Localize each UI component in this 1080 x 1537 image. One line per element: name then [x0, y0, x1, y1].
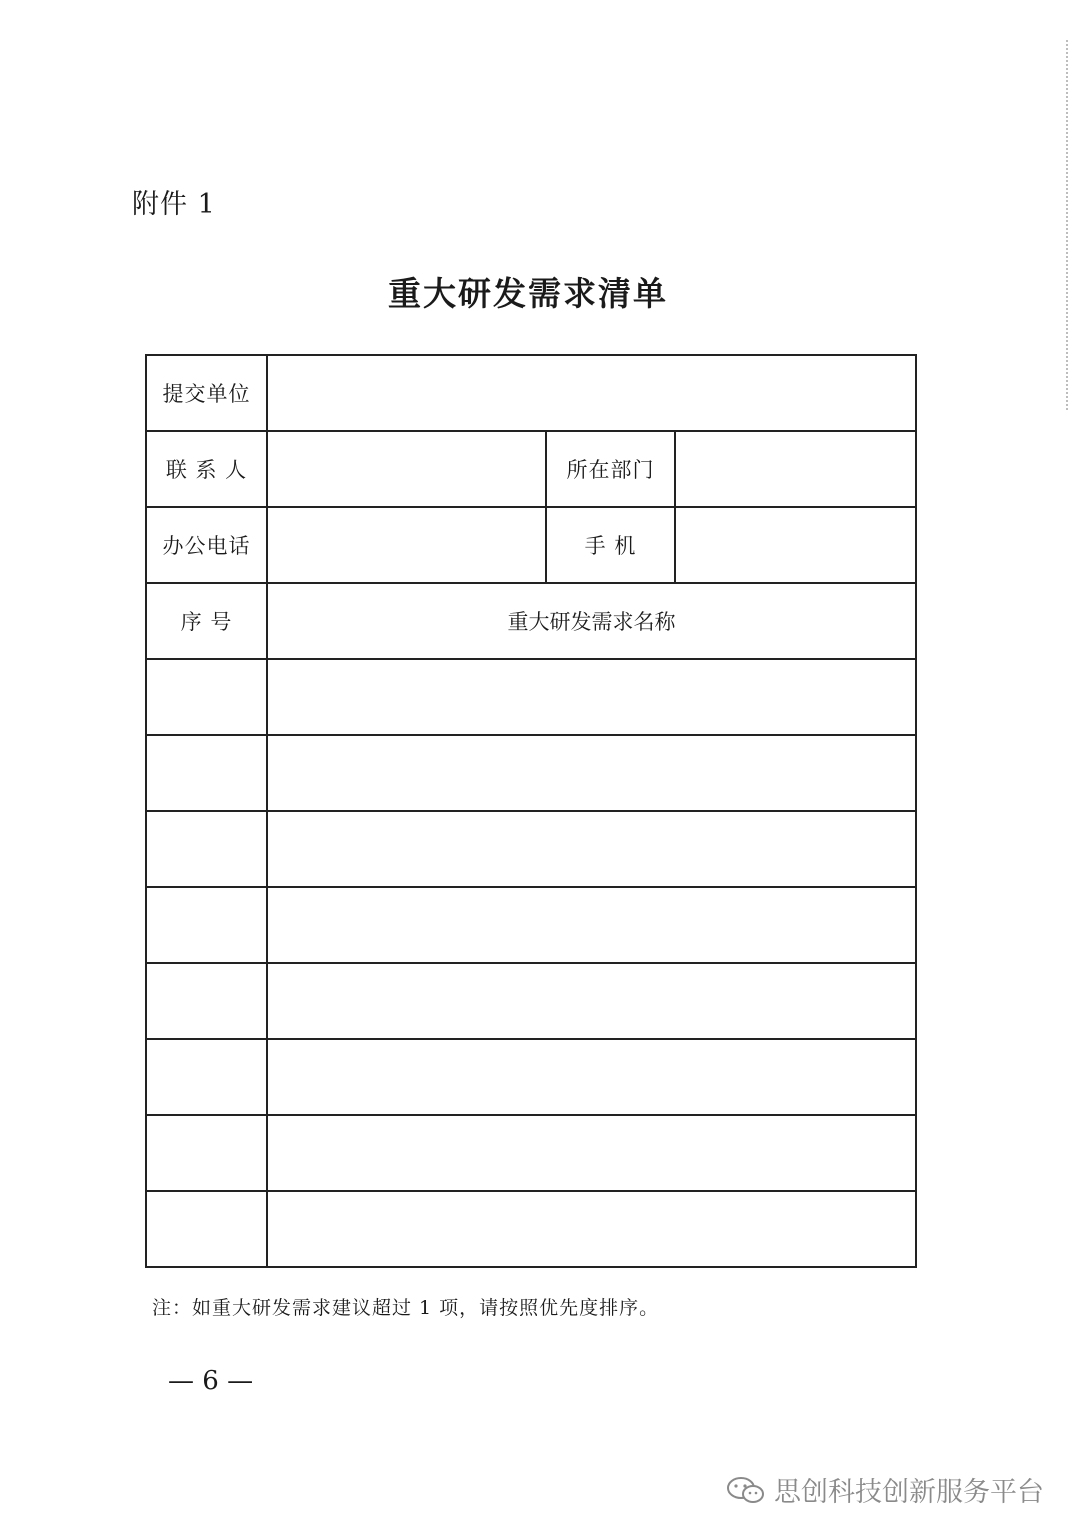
footnote: 注：如重大研发需求建议超过 1 项，请按照优先度排序。: [152, 1297, 660, 1319]
department-label: 所在部门: [546, 431, 675, 507]
page-number: — 6 —: [168, 1366, 254, 1396]
requirement-name-header: 重大研发需求名称: [267, 583, 916, 659]
requirement-name-cell[interactable]: [267, 963, 916, 1039]
document-title: 重大研发需求清单: [388, 274, 668, 313]
attachment-label: 附件 1: [132, 189, 216, 220]
requirement-name-cell[interactable]: [267, 1191, 916, 1267]
submit-unit-label: 提交单位: [146, 355, 267, 431]
seq-cell[interactable]: [146, 887, 267, 963]
table-row: [146, 887, 916, 963]
requirement-name-cell[interactable]: [267, 811, 916, 887]
seq-cell[interactable]: [146, 659, 267, 735]
seq-cell[interactable]: [146, 811, 267, 887]
table-row: [146, 963, 916, 1039]
watermark: [726, 1470, 1044, 1509]
mobile-field[interactable]: [675, 507, 916, 583]
contact-field[interactable]: [267, 431, 546, 507]
office-phone-field[interactable]: [267, 507, 546, 583]
seq-cell[interactable]: [146, 1039, 267, 1115]
seq-cell[interactable]: [146, 1191, 267, 1267]
requirement-name-cell[interactable]: [267, 659, 916, 735]
table-row: [146, 1191, 916, 1267]
seq-cell[interactable]: [146, 963, 267, 1039]
seq-cell[interactable]: [146, 735, 267, 811]
seq-cell[interactable]: [146, 1115, 267, 1191]
mobile-label: 手 机: [546, 507, 675, 583]
phone-row: [146, 507, 916, 583]
office-phone-label: 办公电话: [146, 507, 267, 583]
table-row: [146, 735, 916, 811]
scan-edge-marks: [1062, 40, 1068, 410]
seq-header: 序 号: [146, 583, 267, 659]
requirement-name-cell[interactable]: [267, 1039, 916, 1115]
contact-row: [146, 431, 916, 507]
requirement-name-cell[interactable]: [267, 1115, 916, 1191]
table-row: [146, 659, 916, 735]
contact-label: 联 系 人: [146, 431, 267, 507]
table-row: [146, 811, 916, 887]
list-header-row: [146, 583, 916, 659]
requirements-form-table: [145, 354, 917, 1268]
submit-unit-field[interactable]: [267, 355, 916, 431]
department-field[interactable]: [675, 431, 916, 507]
table-row: [146, 1039, 916, 1115]
requirement-name-cell[interactable]: [267, 887, 916, 963]
table-row: [146, 1115, 916, 1191]
watermark-text: 思创科技创新服务平台: [774, 1477, 1044, 1508]
requirement-name-cell[interactable]: [267, 735, 916, 811]
wechat-icon: [726, 1475, 766, 1505]
submit-unit-row: [146, 355, 916, 431]
